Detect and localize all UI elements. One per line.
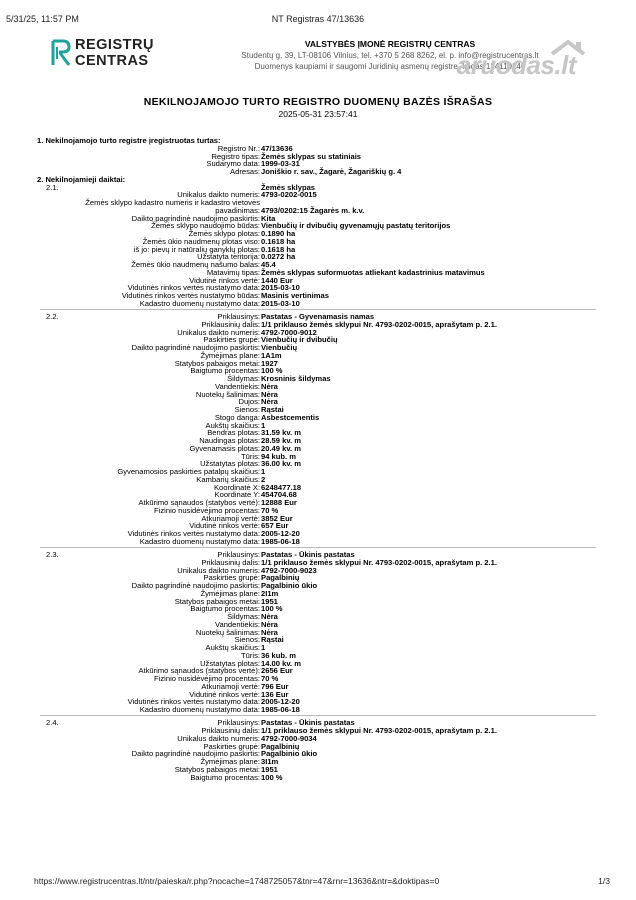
record-value: 454704.68 bbox=[261, 490, 297, 500]
record-value: 12888 Eur bbox=[261, 498, 297, 507]
record-value: 0.1618 ha bbox=[261, 236, 296, 246]
record-value: 2005-12-20 bbox=[261, 529, 300, 538]
section2-title: 2. Nekilnojamieji daiktai: bbox=[37, 174, 126, 184]
record-label: Baigtumo procentas: bbox=[190, 604, 260, 614]
record-value: 2005-12-20 bbox=[261, 697, 300, 707]
record-label: Nuotekų šalinimas: bbox=[195, 627, 260, 637]
record-value: 31.59 kv. m bbox=[261, 428, 301, 438]
record-label: Vandentiekis: bbox=[214, 381, 260, 391]
record-label: Aukštų skaičius: bbox=[205, 420, 260, 430]
record-label: Užstatytas plotas: bbox=[200, 459, 260, 469]
record-value: 1 bbox=[261, 643, 266, 652]
record-label: Užstatytas plotas: bbox=[200, 658, 260, 668]
record-label: Baigtumo procentas: bbox=[190, 366, 260, 376]
document-datetime: 2025-05-31 23:57:41 bbox=[278, 109, 358, 119]
record-label: Statybos pabaigos metai: bbox=[174, 358, 260, 368]
record-value: 100 % bbox=[261, 604, 283, 614]
record-label: Vidutinės rinkos vertės nustatymo būdas: bbox=[121, 291, 260, 300]
record-value: 0.0272 ha bbox=[261, 252, 296, 262]
record-value: Krosninis šildymas bbox=[261, 374, 331, 383]
record-label: Šildymas: bbox=[227, 612, 260, 621]
record-label: iš jo: pievų ir natūralių ganyklų plotas: bbox=[133, 244, 260, 254]
record-label: Tūris: bbox=[241, 451, 260, 461]
record-label: Žemės sklypo kadastro numeris ir kadastro vietovės bbox=[85, 198, 260, 207]
record-value: 1951 bbox=[261, 596, 278, 606]
record-value: 0.1890 ha bbox=[261, 229, 296, 238]
record-label: Daikto pagrindinė naudojimo paskirtis: bbox=[131, 581, 260, 590]
record-value: Pagalbinių bbox=[261, 573, 300, 583]
record-label: Adresas: bbox=[230, 167, 260, 176]
record-value: 4793-0202-0015 bbox=[261, 190, 317, 200]
record-value: Pagalbinių bbox=[261, 741, 300, 751]
record-value: 36.00 kv. m bbox=[261, 459, 301, 469]
record-label: Žemės ūkio naudmenų plotas viso: bbox=[142, 236, 260, 246]
record-label: Kambarių skaičius: bbox=[196, 474, 260, 484]
record-value: Joniškio r. sav., Žagarė, Žagariškių g. 4 bbox=[261, 167, 402, 176]
record-value: 100 % bbox=[261, 772, 283, 782]
record-label: Unikalus daikto numeris: bbox=[177, 733, 260, 743]
record-value: Žemės sklypas suformuotas atliekant kadastrinius matavimus bbox=[261, 267, 485, 277]
record-label: Vandentiekis: bbox=[214, 619, 260, 629]
record-value: Rąstai bbox=[261, 405, 284, 414]
record-row bbox=[0, 300, 636, 308]
record-value: 4792-7000-9023 bbox=[261, 565, 317, 575]
record-label: Gyvenamosios paskirties patalpų skaičius: bbox=[117, 467, 260, 476]
record-value: 6248477.18 bbox=[261, 482, 302, 492]
record-label: Žemės sklypo naudojimo būdas: bbox=[151, 221, 260, 231]
record-value: 70 % bbox=[261, 674, 279, 683]
record-value: 2I1m bbox=[261, 588, 279, 598]
record-label: Vidutinė rinkos vertė: bbox=[189, 689, 260, 699]
record-label: Tūris: bbox=[241, 650, 260, 660]
record-value: 4792-7000-9034 bbox=[261, 733, 317, 743]
record-label: Atkuriamoji vertė: bbox=[201, 681, 260, 691]
record-label: Baigtumo procentas: bbox=[190, 772, 260, 782]
record-value: 4793/0202:15 Žagarės m. k.v. bbox=[261, 205, 365, 215]
record-value: 136 Eur bbox=[261, 689, 289, 699]
logo-line1: REGISTRŲ bbox=[75, 37, 154, 53]
record-value: Pagalbinio ūkio bbox=[261, 581, 318, 590]
item-number: 2.1. bbox=[46, 182, 59, 192]
record-label: Atkūrimo sąnaudos (statybos vertė): bbox=[138, 666, 260, 676]
record-label: Priklausinys: bbox=[217, 550, 260, 559]
record-label: Vidutinės rinkos vertės nustatymo data: bbox=[127, 529, 260, 538]
record-value: Masinis vertinimas bbox=[261, 291, 329, 300]
record-label: Statybos pabaigos metai: bbox=[174, 596, 260, 606]
print-page-number: 1/3 bbox=[598, 876, 610, 886]
record-label: Naudingas plotas: bbox=[199, 436, 260, 445]
record-value: 20.49 kv. m bbox=[261, 443, 301, 453]
record-value: Nėra bbox=[261, 397, 278, 407]
record-value: Pastatas - Gyvenamasis namas bbox=[261, 312, 375, 321]
record-label: Matavimų tipas: bbox=[206, 267, 260, 277]
record-value: 45.4 bbox=[261, 260, 276, 269]
record-row bbox=[0, 538, 636, 546]
org-registry-info: Duomenys kaupiami ir saugomi Juridinių asmenų registre, kodas 124110246 bbox=[254, 62, 526, 71]
record-label: Atkuriamoji vertė: bbox=[201, 513, 260, 523]
record-label: pavadinimas: bbox=[215, 205, 260, 215]
record-value: Asbestcementis bbox=[261, 412, 320, 422]
record-label: Paskirties grupė: bbox=[203, 741, 260, 751]
record-label: Užstatyta teritorija: bbox=[197, 252, 260, 262]
record-label: Gyvenamasis plotas: bbox=[189, 443, 260, 453]
record-value: 0.1618 ha bbox=[261, 244, 296, 254]
record-value: Rąstai bbox=[261, 635, 284, 645]
record-value: 2015-03-10 bbox=[261, 298, 300, 308]
record-label: Unikalus daikto numeris: bbox=[177, 565, 260, 575]
record-value: Vienbučių bbox=[261, 343, 298, 352]
print-datetime: 5/31/25, 11:57 PM bbox=[6, 14, 79, 24]
record-label: Bendras plotas: bbox=[207, 428, 260, 438]
record-value: 36 kub. m bbox=[261, 650, 297, 660]
record-label: Dujos: bbox=[238, 397, 260, 407]
record-label: Koordinatė Y: bbox=[214, 490, 260, 500]
record-value: Nėra bbox=[261, 612, 278, 621]
item-number: 2.2. bbox=[46, 312, 59, 321]
record-value: 657 Eur bbox=[261, 521, 289, 531]
record-label: Koordinatė X: bbox=[213, 482, 260, 492]
record-label: Žemės ūkio naudmenų našumo balas: bbox=[131, 260, 260, 269]
record-value: 1951 bbox=[261, 764, 278, 774]
record-label: Žymėjimas plane: bbox=[200, 588, 260, 598]
record-value: 1 bbox=[261, 420, 266, 430]
record-value: 1999-03-31 bbox=[261, 159, 300, 169]
record-value: Pastatas - Ūkinis pastatas bbox=[261, 718, 355, 728]
record-label: Fizinio nusidėvėjimo procentas: bbox=[154, 505, 260, 515]
record-label: Kadastro duomenų nustatymo data: bbox=[139, 536, 260, 546]
record-value: 796 Eur bbox=[261, 681, 289, 691]
record-label: Priklausinių dalis: bbox=[201, 726, 260, 735]
record-value: 1985-06-18 bbox=[261, 705, 300, 714]
record-value: Nėra bbox=[261, 627, 278, 637]
record-label: Atkūrimo sąnaudos (statybos vertė): bbox=[138, 498, 260, 507]
record-label: Stogo danga: bbox=[214, 412, 260, 422]
record-row bbox=[0, 774, 636, 782]
record-label: Vidutinė rinkos vertė: bbox=[189, 275, 260, 285]
record-label: Sienos: bbox=[234, 405, 260, 414]
record-label: Unikalus daikto numeris: bbox=[177, 327, 260, 337]
record-label: Daikto pagrindinė naudojimo paskirtis: bbox=[131, 749, 260, 759]
record-value: 3I1m bbox=[261, 757, 279, 766]
record-value: 1/1 priklauso žemės sklypui Nr. 4793-0202-0015, aprašytam p. 2.1. bbox=[261, 726, 497, 735]
item-separator bbox=[40, 547, 596, 548]
record-value: 94 kub. m bbox=[261, 451, 297, 461]
record-value: 100 % bbox=[261, 366, 283, 376]
record-label: Nuotekų šalinimas: bbox=[195, 389, 260, 399]
record-label: Žemės sklypo plotas: bbox=[188, 229, 260, 238]
record-value: 1440 Eur bbox=[261, 275, 293, 285]
org-address: Studentų g. 39, LT-08106 Vilnius, tel. +370 5 268 8262, el. p. info@registrucentras.lt bbox=[241, 51, 539, 60]
item-separator bbox=[40, 715, 596, 716]
record-label: Vidutinės rinkos vertės nustatymo data: bbox=[127, 283, 260, 293]
record-value: 70 % bbox=[261, 505, 279, 515]
record-label: Daikto pagrindinė naudojimo paskirtis: bbox=[131, 213, 260, 223]
record-label: Priklausinių dalis: bbox=[201, 557, 260, 567]
registru-centras-logo bbox=[50, 37, 210, 73]
record-value: 2015-03-10 bbox=[261, 283, 300, 293]
record-value: Vienbučių ir dvibučių bbox=[261, 335, 338, 345]
logo-line2: CENTRAS bbox=[75, 53, 149, 69]
document-title: NEKILNOJAMOJO TURTO REGISTRO DUOMENŲ BAZĖS IŠRAŠAS bbox=[143, 96, 493, 108]
record-value: 47/13636 bbox=[261, 143, 293, 153]
record-label: Daikto pagrindinė naudojimo paskirtis: bbox=[131, 343, 260, 352]
item-number: 2.3. bbox=[46, 550, 59, 559]
record-label: Vidutinės rinkos vertės nustatymo data: bbox=[127, 697, 260, 707]
record-label: Fizinio nusidėvėjimo procentas: bbox=[154, 674, 260, 683]
record-value: 1/1 priklauso žemės sklypui Nr. 4793-0202-0015, aprašytam p. 2.1. bbox=[261, 557, 497, 567]
record-value: 1A1m bbox=[261, 350, 282, 360]
record-value: 14.00 kv. m bbox=[261, 658, 301, 668]
record-label: Statybos pabaigos metai: bbox=[174, 764, 260, 774]
logo-mark-icon bbox=[50, 37, 72, 69]
record-label: Priklausinys: bbox=[217, 312, 260, 321]
record-value: 1927 bbox=[261, 358, 278, 368]
record-value: 2656 Eur bbox=[261, 666, 293, 676]
record-value: Pastatas - Ūkinis pastatas bbox=[261, 550, 355, 559]
record-label: Vidutinė rinkos vertė: bbox=[189, 521, 260, 531]
item-separator bbox=[40, 309, 596, 310]
item-number: 2.4. bbox=[46, 718, 59, 728]
record-value: 28.59 kv. m bbox=[261, 436, 301, 445]
record-value: Nėra bbox=[261, 389, 278, 399]
section1-title: 1. Nekilnojamojo turto registre įregistruotas turtas: bbox=[37, 136, 221, 145]
record-label: Priklausinių dalis: bbox=[201, 319, 260, 329]
record-label: Aukštų skaičius: bbox=[205, 643, 260, 652]
print-page-title: NT Registras 47/13636 bbox=[271, 14, 365, 24]
record-label: Kadastro duomenų nustatymo data: bbox=[139, 705, 260, 714]
record-value: Pagalbinio ūkio bbox=[261, 749, 318, 759]
watermark: aruodas.lt bbox=[456, 50, 576, 80]
record-value: 1 bbox=[261, 467, 266, 476]
record-value: Kita bbox=[261, 213, 276, 223]
record-value: 2 bbox=[261, 474, 266, 484]
record-value: Nėra bbox=[261, 619, 278, 629]
record-label: Žymėjimas plane: bbox=[200, 757, 260, 766]
record-value: 1985-06-18 bbox=[261, 536, 300, 546]
record-value: Žemės sklypas bbox=[261, 182, 316, 192]
record-label: Paskirties grupė: bbox=[203, 573, 260, 583]
record-value: 3852 Eur bbox=[261, 513, 293, 523]
record-value: Vienbučių ir dvibučių gyvenamųjų pastatų teritorijos bbox=[261, 221, 451, 231]
record-label: Registro Nr.: bbox=[217, 143, 260, 153]
print-url: https://www.registrucentras.lt/ntr/paieska/r.php?nocache=1748725057&tnr=47&rnr=13636&ntr=&doktipas=0 bbox=[34, 876, 440, 886]
record-label: Sienos: bbox=[234, 635, 260, 645]
org-name: VALSTYBĖS ĮMONĖ REGISTRŲ CENTRAS bbox=[304, 39, 476, 49]
record-label: Unikalus daikto numeris: bbox=[177, 190, 260, 200]
record-label: Priklausinys: bbox=[217, 718, 260, 728]
record-value: 4792-7000-9012 bbox=[261, 327, 317, 337]
record-row bbox=[0, 706, 636, 714]
record-label: Kadastro duomenų nustatymo data: bbox=[139, 298, 260, 308]
record-label: Šildymas: bbox=[227, 374, 260, 383]
record-label: Sudarymo data: bbox=[206, 159, 260, 169]
record-label: Paskirties grupė: bbox=[203, 335, 260, 345]
record-label: Žymėjimas plane: bbox=[200, 350, 260, 360]
record-label: Registro tipas: bbox=[211, 151, 260, 161]
record-value: 1/1 priklauso žemės sklypui Nr. 4793-0202-0015, aprašytam p. 2.1. bbox=[261, 319, 497, 329]
record-value: Žemės sklypas su statiniais bbox=[261, 151, 362, 161]
record-value: Nėra bbox=[261, 381, 278, 391]
